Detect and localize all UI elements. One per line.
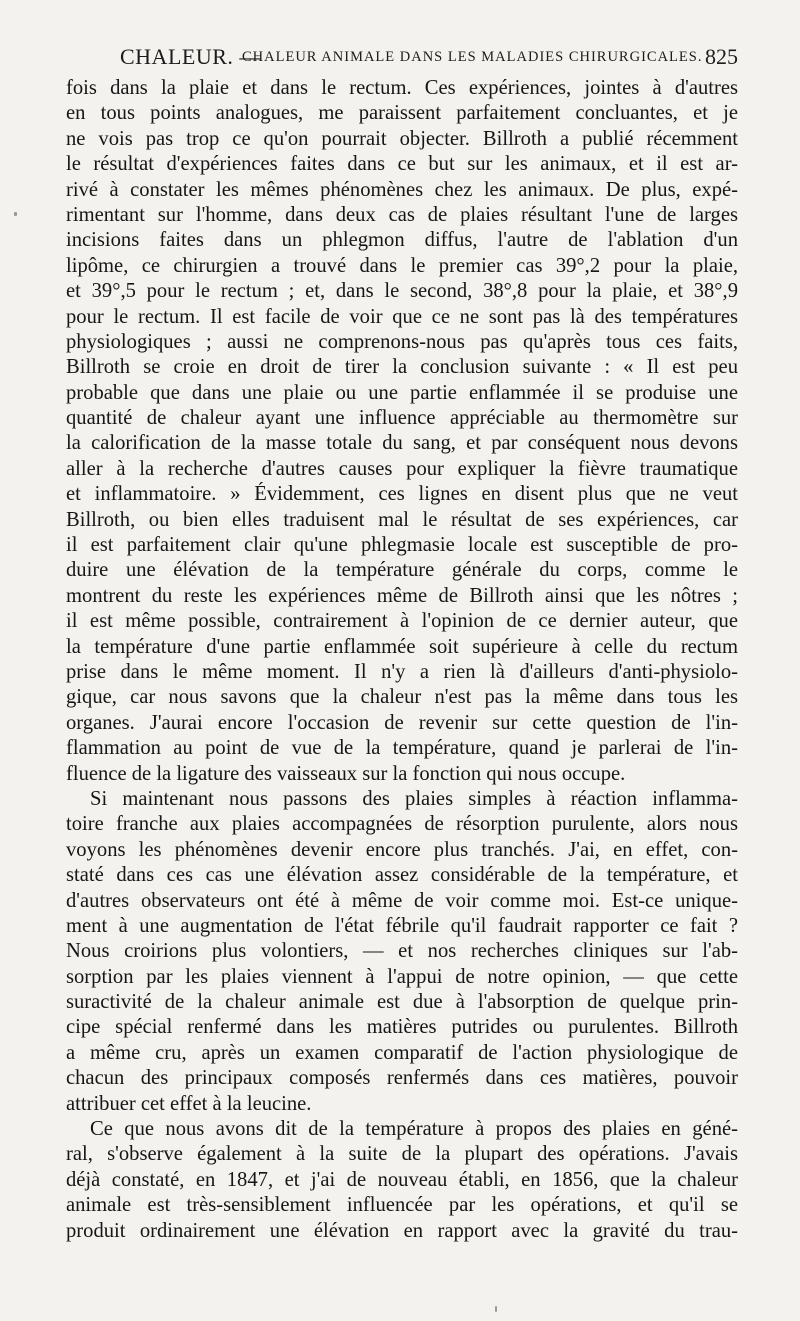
text-line: Si maintenant nous passons des plaies simples à réaction inflamma-	[90, 787, 738, 810]
text-line: d'autres observateurs ont été à même de voir comme moi. Est-ce unique-	[66, 889, 738, 912]
text-line: fois dans la plaie et dans le rectum. Ces expériences, jointes à d'autres	[66, 77, 738, 99]
text-line: produit ordinairement une élévation en rapport avec la gravité du trau-	[66, 1219, 738, 1242]
text-line: rimentant sur l'homme, dans deux cas de plaies résultant l'une de larges	[66, 203, 738, 226]
print-speck	[14, 212, 17, 216]
text-line: lipôme, ce chirurgien a trouvé dans le premier cas 39°,2 pour la plaie,	[66, 254, 738, 277]
text-line: animale est très-sensiblement influencée par les opérations, et qu'il se	[66, 1194, 738, 1217]
text-line: suractivité de la chaleur animale est due à l'absorption de quelque prin-	[66, 991, 738, 1014]
page-number: 825	[705, 44, 738, 69]
text-line: en tous points analogues, me paraissent parfaitement concluantes, et je	[66, 102, 738, 125]
running-header	[110, 44, 738, 74]
text-line: prise dans le même moment. Il n'y a rien là d'ailleurs d'anti-physiolo-	[66, 660, 738, 683]
text-line: pour le rectum. Il est facile de voir que ce ne sont pas là des températures	[66, 305, 738, 328]
text-line: Nous croirions plus volontiers, — et nos recherches cliniques sur l'ab-	[66, 940, 738, 963]
text-line: déjà constaté, en 1847, et j'ai de nouveau établi, en 1856, que la chaleur	[66, 1168, 738, 1191]
text-line: staté dans ces cas une élévation assez considérable de la température, et	[66, 864, 738, 887]
text-line: et inflammatoire. » Évidemment, ces lignes en disent plus que ne veut	[66, 483, 738, 506]
body-text	[66, 76, 738, 1244]
text-line: ne vois pas trop ce qu'on pourrait objecter. Billroth a publié récemment	[66, 127, 738, 150]
text-line: Ce que nous avons dit de la température à propos des plaies en géné-	[90, 1118, 738, 1141]
text-line: cipe spécial renfermé dans les matières putrides ou purulentes. Billroth	[66, 1016, 738, 1039]
text-line: il est parfaitement clair qu'une phlegmasie locale est susceptible de pro-	[66, 534, 738, 557]
text-line: chacun des principaux composés renfermés dans ces matières, pouvoir	[66, 1067, 738, 1090]
text-line: voyons les phénomènes devenir encore plus tranchés. J'ai, en effet, con-	[66, 838, 738, 861]
text-line: fluence de la ligature des vaisseaux sur la fonction qui nous occupe.	[66, 762, 626, 785]
text-line: physiologiques ; aussi ne comprenons-nous pas qu'après tous ces faits,	[66, 330, 738, 353]
text-line: quantité de chaleur ayant une influence appréciable au thermomètre sur	[66, 407, 738, 430]
text-line: rivé à constater les mêmes phénomènes chez les animaux. De plus, expé-	[66, 178, 738, 201]
text-line: sorption par les plaies viennent à l'appui de notre opinion, — que cette	[66, 965, 738, 988]
text-line: aller à la recherche d'autres causes pour expliquer la fièvre traumatique	[66, 457, 738, 480]
print-speck	[495, 1306, 497, 1312]
text-line: montrent du reste les expériences même de Billroth ainsi que les nôtres ;	[66, 584, 738, 607]
text-line: gique, car nous savons que la chaleur n'est pas la même dans tous les	[66, 686, 738, 709]
text-line: le résultat d'expériences faites dans ce but sur les animaux, et il est ar-	[66, 153, 738, 176]
header-title: CHALEUR. —	[120, 44, 262, 69]
text-line: la calorification de la masse totale du sang, et par conséquent nous devons	[66, 432, 738, 455]
text-line: probable que dans une plaie ou une partie enflammée il se produise une	[66, 381, 738, 404]
text-line: a même cru, après un examen comparatif de l'action physiologique de	[66, 1041, 738, 1064]
header-running-title: CHALEUR ANIMALE DANS LES MALADIES CHIRURGICALES.	[242, 49, 703, 65]
text-line: duire une élévation de la température générale du corps, comme le	[66, 559, 738, 582]
text-line: Billroth se croie en droit de tirer la conclusion suivante : « Il est peu	[66, 356, 738, 379]
text-line: incisions faites dans un phlegmon diffus, l'autre de l'ablation d'un	[66, 229, 738, 252]
text-line: ral, s'observe également à la suite de la plupart des opérations. J'avais	[66, 1143, 738, 1166]
text-line: il est même possible, contrairement à l'opinion de ce dernier auteur, que	[66, 610, 738, 633]
text-line: Billroth, ou bien elles traduisent mal le résultat de ses expériences, car	[66, 508, 738, 531]
text-line: organes. J'aurai encore l'occasion de revenir sur cette question de l'in-	[66, 711, 738, 734]
text-line: flammation au point de vue de la température, quand je parlerai de l'in-	[66, 737, 738, 760]
text-line: la température d'une partie enflammée soit supérieure à celle du rectum	[66, 635, 738, 658]
text-line: attribuer cet effet à la leucine.	[66, 1092, 312, 1115]
text-line: ment à une augmentation de l'état fébrile qu'il faudrait rapporter ce fait ?	[66, 914, 738, 937]
text-line: et 39°,5 pour le rectum ; et, dans le second, 38°,8 pour la plaie, et 38°,9	[66, 280, 738, 303]
text-line: toire franche aux plaies accompagnées de résorption purulente, alors nous	[66, 813, 738, 836]
